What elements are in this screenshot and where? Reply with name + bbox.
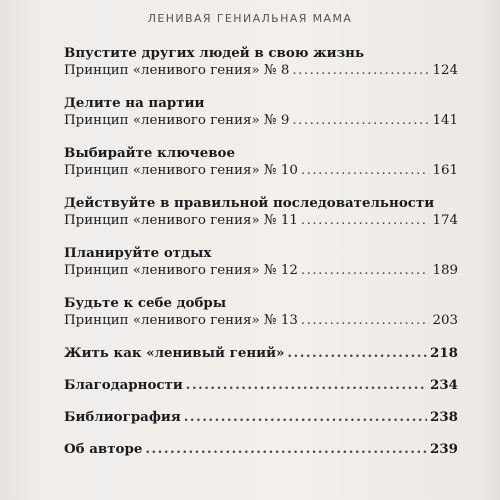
principle-line [64,162,458,180]
page-number: 203 [432,313,458,328]
dot-leader [186,376,427,394]
dot-leader [301,312,430,330]
page-number: 238 [430,409,458,425]
toc-entry [64,344,458,376]
dot-leader [301,212,430,230]
toc-entry [64,294,458,344]
chapter-title: Впустите других людей в свою жизнь [64,45,365,61]
running-head: ЛЕНИВАЯ ГЕНИАЛЬНАЯ МАМА [147,12,353,25]
page-number: 124 [432,63,458,78]
page-number: 189 [432,263,458,278]
principle-line [64,212,458,230]
section-title: Жить как «ленивый гений» [64,345,285,361]
page-number: 218 [430,345,458,361]
chapter-title: Выбирайте ключевое [64,145,235,161]
page-number: 239 [430,441,458,457]
page-number: 174 [432,213,458,228]
dot-leader [292,112,429,130]
principle-line [64,262,458,280]
toc-entry [64,94,458,144]
dot-leader [301,162,430,180]
table-of-contents [64,44,458,472]
principle-line [64,112,458,130]
dot-leader [301,262,430,280]
principle-line [64,312,458,330]
principle-label: Принцип «ленивого гения» № 13 [64,313,298,328]
chapter-title: Будьте к себе добры [64,295,227,311]
toc-entry [64,440,458,472]
page-edge-shadow [486,0,500,500]
dot-leader [287,344,427,362]
toc-entry [64,408,458,440]
principle-label: Принцип «ленивого гения» № 9 [64,113,290,128]
toc-entry [64,244,458,294]
toc-entry [64,376,458,408]
section-line [64,376,458,394]
page-number: 161 [432,163,458,178]
section-line [64,408,458,426]
chapter-title: Планируйте отдых [64,245,212,261]
principle-label: Принцип «ленивого гения» № 8 [64,63,290,78]
section-title: Библиография [64,409,181,425]
dot-leader [184,408,427,426]
toc-entry [64,144,458,194]
section-title: Благодарности [64,377,183,393]
principle-label: Принцип «ленивого гения» № 12 [64,263,298,278]
principle-line [64,62,458,80]
section-line [64,440,458,458]
section-title: Об авторе [64,441,143,457]
chapter-title: Делите на партии [64,95,205,111]
page-number: 141 [432,113,458,128]
principle-label: Принцип «ленивого гения» № 11 [64,213,298,228]
toc-entry [64,194,458,244]
chapter-title: Действуйте в правильной последовательности [64,195,435,211]
page-number: 234 [430,377,458,393]
toc-entry [64,44,458,94]
principle-label: Принцип «ленивого гения» № 10 [64,163,298,178]
section-line [64,344,458,362]
dot-leader [145,440,427,458]
dot-leader [292,62,429,80]
